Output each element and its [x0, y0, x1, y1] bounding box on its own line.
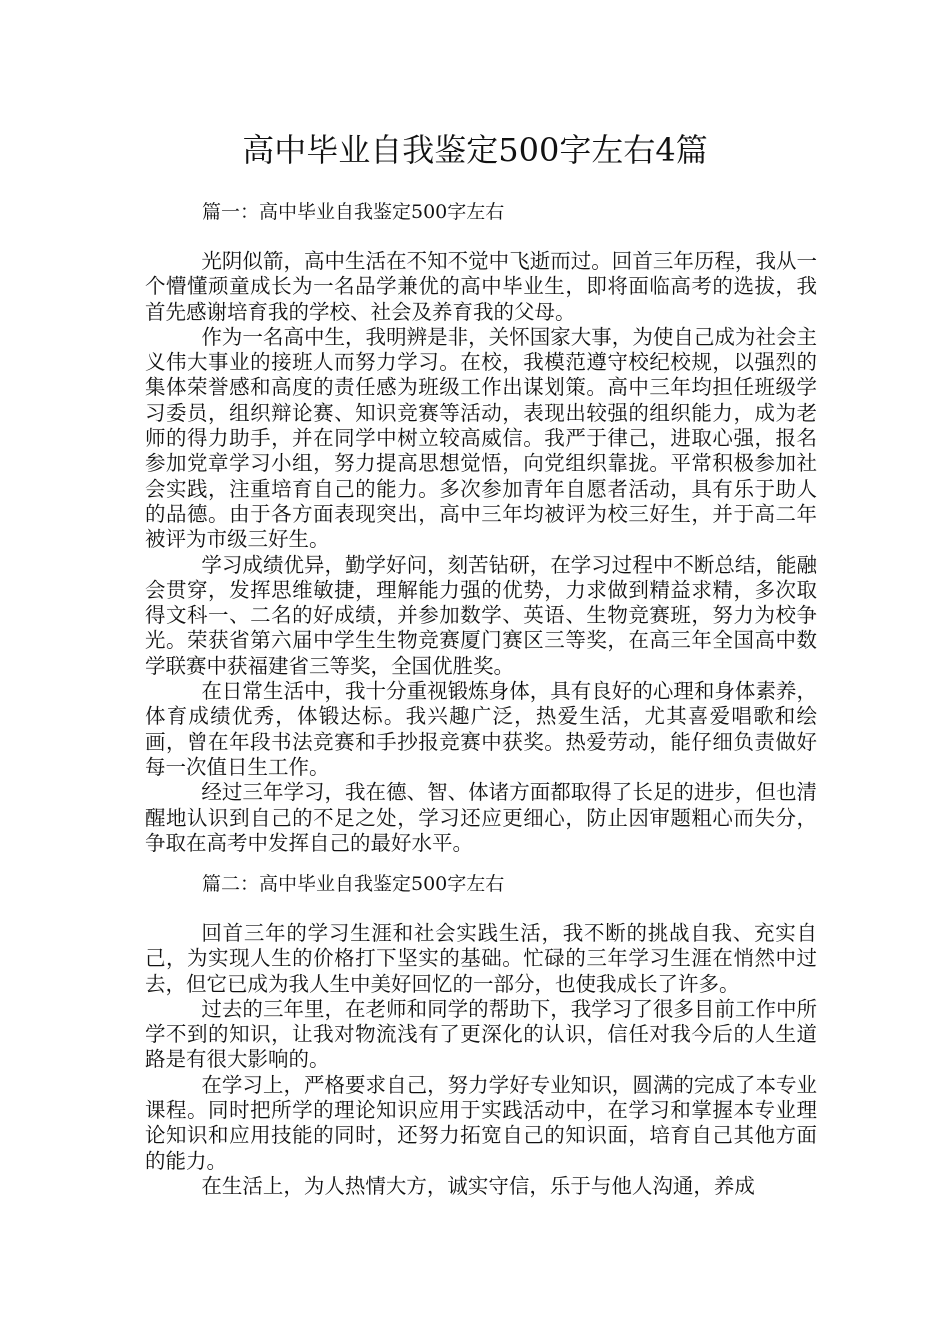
- paragraph: 光阴似箭，高中生活在不知不觉中飞逝而过。回首三年历程，我从一个懵懂顽童成长为一名品学兼优的高中毕业生，即将面临高考的选拔，我首先感谢培育我的学校、社会及养育我的父母。: [145, 249, 817, 324]
- paragraph: 经过三年学习，我在德、智、体诸方面都取得了长足的进步，但也清醒地认识到自己的不足之处，学习还应更细心，防止因审题粗心而失分，争取在高考中发挥自己的最好水平。: [145, 780, 817, 855]
- paragraph: 回首三年的学习生涯和社会实践生活，我不断的挑战自我、充实自己，为实现人生的价格打下坚实的基础。忙碌的三年学习生涯在悄然中过去，但它已成为我人生中美好回忆的一部分，也使我成长了许多。: [145, 921, 817, 996]
- paragraph: 在生活上，为人热情大方，诚实守信，乐于与他人沟通，养成: [201, 1173, 755, 1198]
- section-heading-1: 篇一：高中毕业自我鉴定500字左右: [202, 201, 505, 223]
- section-2-body: [145, 921, 817, 1199]
- paragraph: 学习成绩优异，勤学好问，刻苦钻研，在学习过程中不断总结，能融会贯穿，发挥思维敏捷，理解能力强的优势，力求做到精益求精，多次取得文科一、二名的好成绩，并参加数学、英语、生物竞赛班，努力为校争光。荣获省第六届中学生生物竞赛厦门赛区三等奖，在高三年全国高中数学联赛中获福建省三等奖，全国优胜奖。: [145, 552, 817, 678]
- paragraph: 在学习上，严格要求自己，努力学好专业知识，圆满的完成了本专业课程。同时把所学的理论知识应用于实践活动中，在学习和掌握本专业理论知识和应用技能的同时，还努力拓宽自己的知识面，培育自己其他方面的能力。: [145, 1072, 817, 1173]
- document-title: 高中毕业自我鉴定500字左右4篇: [242, 131, 708, 169]
- paragraph: 作为一名高中生，我明辨是非，关怀国家大事，为使自己成为社会主义伟大事业的接班人而努力学习。在校，我模范遵守校纪校规，以强烈的集体荣誉感和高度的责任感为班级工作出谋划策。高中三年均担任班级学习委员，组织辩论赛、知识竞赛等活动，表现出较强的组织能力，成为老师的得力助手，并在同学中树立较高威信。我严于律己，进取心强，报名参加党章学习小组，努力提高思想觉悟，向党组织靠拢。平常积极参加社会实践，注重培育自己的能力。多次参加青年自愿者活动，具有乐于助人的品德。由于各方面表现突出，高中三年均被评为校三好生，并于高二年被评为市级三好生。: [145, 324, 817, 552]
- paragraph: 在日常生活中，我十分重视锻炼身体，具有良好的心理和身体素养，体育成绩优秀，体锻达标。我兴趣广泛，热爱生活，尤其喜爱唱歌和绘画，曾在年段书法竞赛和手抄报竞赛中获奖。热爱劳动，能仔细负责做好每一次值日生工作。: [145, 679, 817, 779]
- section-heading-2: 篇二：高中毕业自我鉴定500字左右: [202, 873, 505, 895]
- section-1-body: [145, 249, 817, 856]
- paragraph: 过去的三年里，在老师和同学的帮助下，我学习了很多目前工作中所学不到的知识，让我对物流浅有了更深化的认识，信任对我今后的人生道路是有很大影响的。: [145, 996, 817, 1072]
